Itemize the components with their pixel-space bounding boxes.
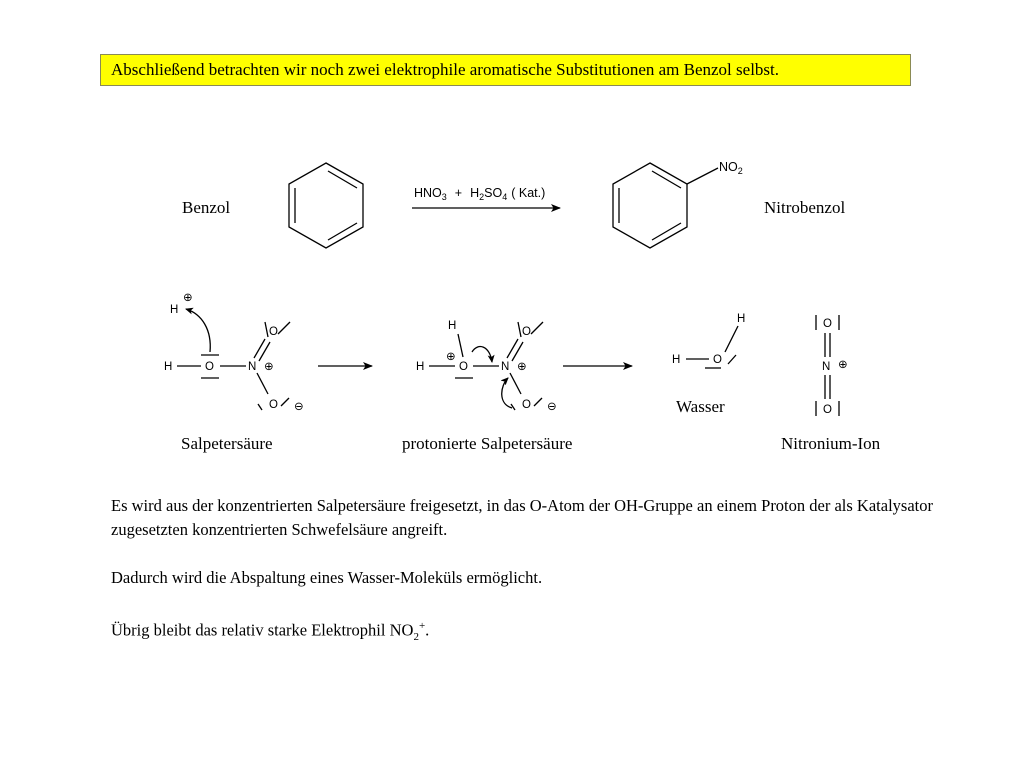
wasser-structure — [686, 326, 738, 368]
atom-o-top: O — [522, 326, 531, 338]
explanation-paragraph-3: Übrig bleibt das relativ starke Elektrophil $NO_2^+$. — [111, 620, 430, 643]
headline-text: Abschließend betrachten wir noch zwei elektrophile aromatische Substitutionen am Benzol selbst. — [111, 60, 780, 79]
atom-h-top: H — [737, 313, 746, 325]
protonierte-salpetersaeure-label: protonierte Salpetersäure — [402, 434, 573, 453]
atom-o: O — [713, 354, 722, 366]
atom-o-top: O — [269, 326, 278, 338]
atom-o-bottom: O — [522, 399, 531, 411]
wasser-atoms — [672, 313, 745, 366]
atom-h: H — [164, 361, 173, 373]
atom-h: H — [416, 361, 425, 373]
no2-substituent: $NO_2$ — [719, 160, 743, 176]
charge-plus-n: ⊕ — [838, 359, 848, 371]
salpetersaeure-structure — [177, 309, 290, 410]
charge-minus-o: ⊖ — [294, 401, 304, 413]
nitronium-atoms — [822, 318, 848, 416]
explanation-paragraph-1: Es wird aus der konzentrierten Salpetersäure freigesetzt, in das O-Atom der OH-Gruppe an einem Proton der als Katalysator zugesetzten konzentrierten Schwefelsäure angreift. — [111, 496, 933, 539]
nitrobenzene-ring — [613, 163, 718, 248]
explanation-paragraph-2: Dadurch wird die Abspaltung eines Wasser-Moleküls ermöglicht. — [111, 568, 543, 587]
nitrobenzol-label: Nitrobenzol — [764, 198, 846, 217]
reagent-text: $HNO_3 + H_2SO_4$ ( Kat.) — [414, 186, 546, 202]
salpetersaeure-atoms — [164, 292, 304, 413]
atom-n: N — [501, 361, 510, 373]
benzene-ring — [289, 163, 363, 248]
atom-h-proton: H — [170, 304, 179, 316]
atom-o-bottom: O — [269, 399, 278, 411]
atom-o-bottom: O — [823, 404, 832, 416]
atom-n: N — [822, 361, 831, 373]
charge-plus-o: ⊕ — [446, 351, 456, 363]
nitronium-ion-label: Nitronium-Ion — [781, 434, 881, 453]
wasser-label: Wasser — [676, 397, 725, 416]
atom-h-top: H — [448, 320, 457, 332]
charge-minus-o: ⊖ — [547, 401, 557, 413]
atom-h: H — [672, 354, 681, 366]
atom-o: O — [459, 361, 468, 373]
atom-o: O — [205, 361, 214, 373]
charge-plus-n: ⊕ — [264, 361, 274, 373]
atom-o-top: O — [823, 318, 832, 330]
charge-plus-n: ⊕ — [517, 361, 527, 373]
benzol-label: Benzol — [182, 198, 231, 217]
atom-n: N — [248, 361, 257, 373]
explanation-text — [111, 494, 971, 673]
salpetersaeure-label: Salpetersäure — [181, 434, 273, 453]
charge-plus-proton: ⊕ — [183, 292, 193, 304]
